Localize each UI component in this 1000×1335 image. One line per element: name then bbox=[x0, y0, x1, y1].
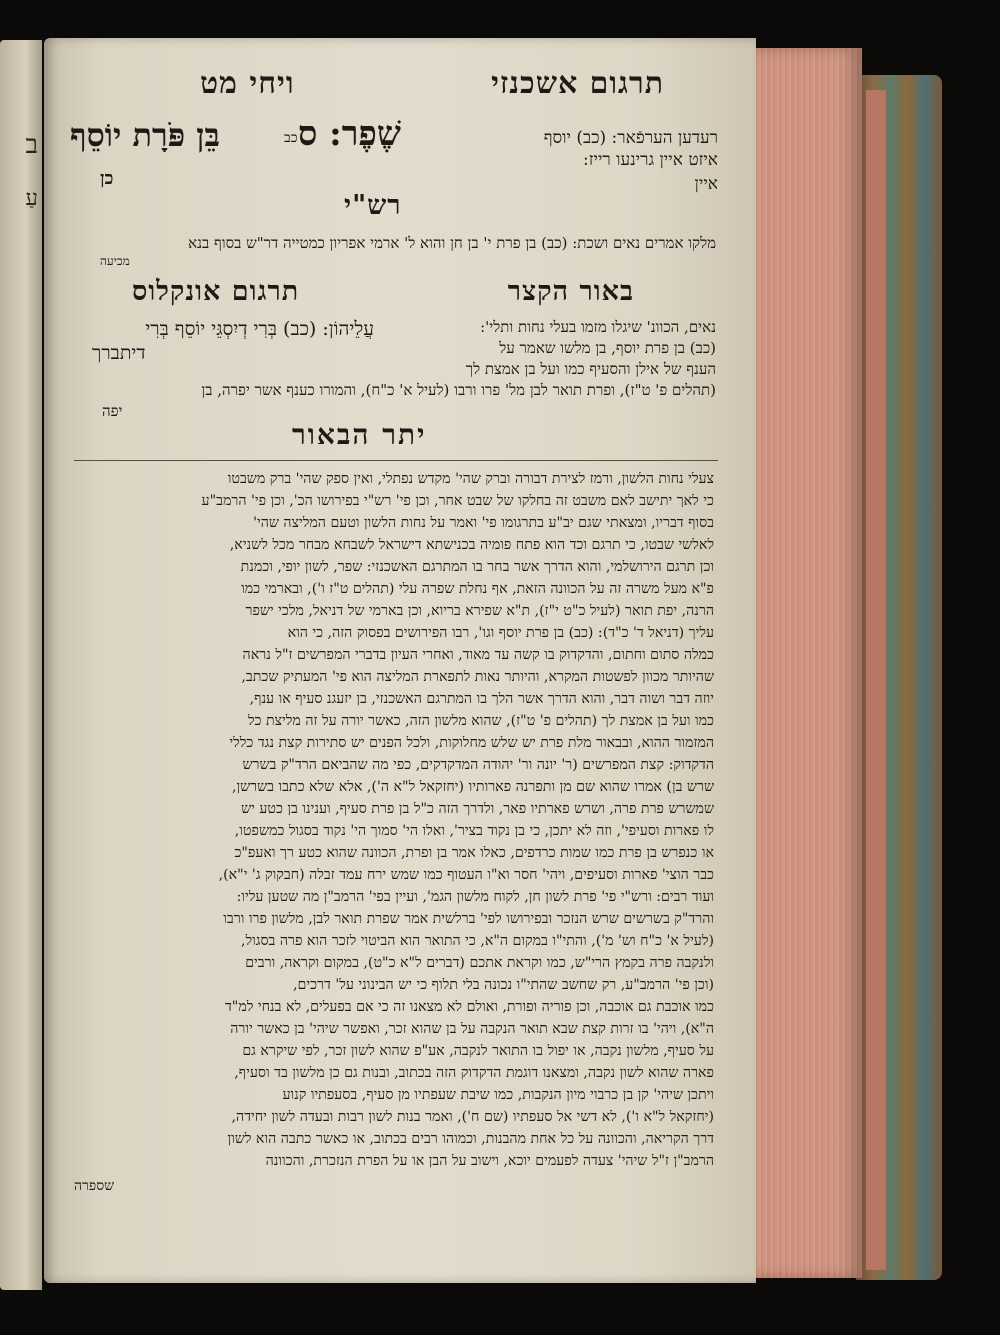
body-line: הרנה, יפת תואר (לעיל כ"ט י"ז), ת"א שפירא בריוא, וכן בארמי של דניאל, מלכי ישפר bbox=[245, 604, 714, 619]
body-line: (לעיל א' כ"ח וש' מ'), והתי"ו במקום ה"א, כי התואר הוא הביטוי לזכר הוא פרה בסגול, bbox=[240, 934, 714, 949]
body-line: או כנפרש בן פרת כמו שמות כרדפים, כאלו אמר בן ופרת, הכוונה שהוא כטע רך ואעפ"כ bbox=[234, 846, 714, 861]
verse-number: כב bbox=[284, 130, 298, 146]
beur-heading: באור הקצר bbox=[507, 276, 634, 307]
running-head-left: ויחי מט bbox=[200, 66, 295, 101]
body-line: דרך הקריאה, והכוונה על כל אחת מהבנות, וכמוהו רבים בכתוב, או כאשר כתבה הוא לשון bbox=[227, 1132, 714, 1147]
body-line: (וכן פי' הרמב"ע, רק שחשב שהתי"ו נכונה בלי תלוף כי יש הבינוני על' דרכים, bbox=[293, 978, 714, 993]
catchword: שספרה bbox=[74, 1178, 115, 1194]
onkelos-line-1: עֲלֵיהוֹן: (כב) בְּרִי דְיִסְגֵּי יוֹסֵף בְּרִי bbox=[145, 318, 374, 340]
body-line: המזמור ההוא, ובבאור מלת פרת יש שלש מחלוקות, ולכל הפנים יש סתירות קצת נגד כללי bbox=[229, 736, 714, 751]
body-line: (יחזקאל ל"א ו'), לא דשי אל סעפתיו (שם ח'), ואמר בנות לשון רבות ובעדה לשון יחידה, bbox=[231, 1110, 714, 1125]
body-line: וכן תרגם הירושלמי, והוא הדרך אשר בחר בו המתרגם האשכנזי: שפר, לשון יופי, וכמנת bbox=[240, 560, 714, 575]
running-head-right: תרגום אשכנזי bbox=[491, 66, 664, 101]
body-line: כי לאך יתישב לאם משבט זה בחלקו של שבט אחר, וכן פי' רש"י בפירושו הכ', וכן פי' הרמב"ע bbox=[201, 494, 714, 509]
yiddish-line-3: איין bbox=[694, 174, 718, 194]
body-line: כמו אוכבת גם אוכבה, וכן פוריה ופורת, ואולם לא מצאנו זה כי אם בפעלים, לא בנחי למ"ד bbox=[224, 1000, 714, 1015]
body-line: צעלי נחות הלשון, ורמז לצירת דבורה וברק שהי' מקדש נפתלי, ואין ספק שהי' ברק משבטו bbox=[227, 472, 714, 487]
verse-sub: כן bbox=[100, 168, 114, 189]
body-line: ויתכן שיהי' קן בן כרבוי מיון הנקבות, כמו שיבת שעפתיו מן סעיף, בסעפתיו קנוע bbox=[282, 1088, 714, 1103]
body-line: עליך (דניאל ד' כ"ד): (כב) בן פרת יוסף וגו', רבו הפירושים בפסוק הזה, כי הוא bbox=[287, 626, 714, 641]
verse-text: בֵּן פֹּרָת יוֹסֵף bbox=[70, 116, 220, 154]
rashi-text: מלקו אמרים נאים ושכת: (כב) בן פרת י' בן חן והוא ל' ארמי אפריון כמטייה דר"ש בסוף בנא bbox=[188, 234, 716, 252]
body-line: על סעיף, מלשון נקבה, או יפול בו התואר לנקבה, אע"פ שהוא לשון זכר, לפי שיקרא גם bbox=[242, 1044, 714, 1059]
body-line: שמשרש פרת פרה, ושרש פארתיו פאר, ולדרך הזה כ"ל בן פרת סעיף, וענינו בן כטע יש bbox=[241, 802, 714, 817]
body-line: כבר הוצי' פארות וסעיפים, ויהי' חסר וא"ו העטוף כמו שמש ירח עמד זבלה (חבקוק ג' י"א), bbox=[218, 868, 714, 883]
main-page bbox=[44, 38, 756, 1283]
body-line: שהיותר מכוון לפשטות המקרא, והיותר נאות לתפארת המליצה הוא פי' המעתיק שכתב, bbox=[241, 670, 714, 685]
beur-tail: יפה bbox=[102, 402, 123, 420]
body-line: ועוד רבים: ורש"י פי' פרת לשון חן, לקוח מלשון הגמ', ועיין בפי' הרמב"ן מה שטען עליו: bbox=[236, 890, 714, 905]
yiddish-line-1: רעדען הערפֿאר: (כב) יוסף bbox=[543, 128, 718, 148]
beur-line: הענף של אילן והסעיף כמו ועל בן אמצת לך bbox=[465, 360, 716, 378]
body-line: שרש בן) אמרו שהוא שם מן ותפרנה פארותיו (יחזקאל ל"א ה'), אלא שלא כתבו בשרשן, bbox=[231, 780, 714, 795]
yiddish-line-2: איזט איין גרינעו רייז: bbox=[583, 150, 718, 170]
rashi-note: מכיעה bbox=[100, 254, 130, 268]
body-line: כמו ועל בן אמצת לך (תהלים פ' ט"ז), שהוא מלשון הזה, כאשר יורה על זה מליצת כל bbox=[247, 714, 714, 729]
body-line: יוזה דבר ושוה דבר, והוא הדרך אשר הלך בו המתרגם האשכנזי, בן יזעגנ סעיף או ענף, bbox=[249, 692, 714, 707]
body-line: והרד"ק בשרשים שרש הנזכר ובפירושו לפי' ברלשית אמר שפרת תואר לבן, מלשון פרו ורבו bbox=[223, 912, 714, 927]
onkelos-heading: תרגום אונקלוס bbox=[132, 276, 300, 307]
body-line: הדקדוק: קצת המפרשים (ר' יונה ור' יהודה המדקדקים, כפי מה שהביאם הרד"ק בשרש bbox=[242, 758, 714, 773]
beur-line: (כב) בן פרת יוסף, בן מלשו שאמר על bbox=[499, 339, 716, 357]
body-line: הרמב"ן ז"ל שיהי' צעדה לפעמים יוכא, וישוב על הבן או על הפרת הנזכרת, והכוונה bbox=[265, 1154, 714, 1169]
body-line: כמלה סתום וחתום, והדקדוק בו קשה עד מאוד, ואחרי העיון בדברי המפרשים ז"ל נראה bbox=[242, 648, 714, 663]
previous-page-edge bbox=[0, 40, 42, 1290]
rashi-heading: רש"י bbox=[344, 190, 402, 221]
body-line: לו פארות וסעיפי', וזה לא יתכן, כי בן נקוד בציר', ואלו הי' סמוך הי' נקוד בסגול כמשפטו, bbox=[234, 824, 714, 839]
page-fore-edge bbox=[752, 48, 862, 1278]
body-line: לאלשי שבטו, כי תרגם וכד הוא פתח פומיה בכנישתא דישראל לשבחא מבחר מכל לשניא, bbox=[229, 538, 714, 553]
body-line: פ"א מעל משרה זה על הכוונה הזאת, אף נחלת שפרה עלי (תהלים ט"ז ו'), ובארמי כמו bbox=[241, 582, 714, 597]
left-page-fragment: ב bbox=[25, 130, 38, 160]
onkelos-line-2: דיתברך bbox=[92, 342, 146, 364]
beur-line: נאים, הכוונ' שיגלו מזמו בעלי נחות ותלי': bbox=[480, 318, 716, 336]
verse-word: שֶׁפֶר: ס bbox=[298, 114, 401, 154]
beur-line: (תהלים פ' ט"ז), ופרת תואר לבן מל' פרו ורבו (לעיל א' כ"ח), והמורו כענף אשר יפרה, בן bbox=[201, 381, 716, 399]
body-line: פארה שהוא לשון נקבה, ומצאנו דוגמת הדקדוק הזה בכתוב, ובנות גם כן מלשון בד וסעיף, bbox=[234, 1066, 714, 1081]
body-line: ה"א), ויהי' בו זרות קצת שבא תואר הנקבה על בן שהוא זכר, ואפשר שיהי' בן כאשר יורה bbox=[230, 1022, 714, 1037]
section-divider bbox=[74, 460, 718, 461]
left-page-fragment: עַ bbox=[25, 186, 38, 211]
body-line: בסוף דבריו, ומצאתי שגם יב"ע בתרגומו פי' ואמר על נחות הלשון וטעם המליצה שהי' bbox=[253, 516, 714, 531]
body-line: ולנקבה פרה בקמץ הרי"ש, כמו וקראת אתכם (דברים ל"א כ"ט), במקום וקראה, ורבים bbox=[245, 956, 714, 971]
cover-lining bbox=[866, 90, 886, 1270]
yeter-heading: יתר הבאור bbox=[292, 418, 427, 451]
